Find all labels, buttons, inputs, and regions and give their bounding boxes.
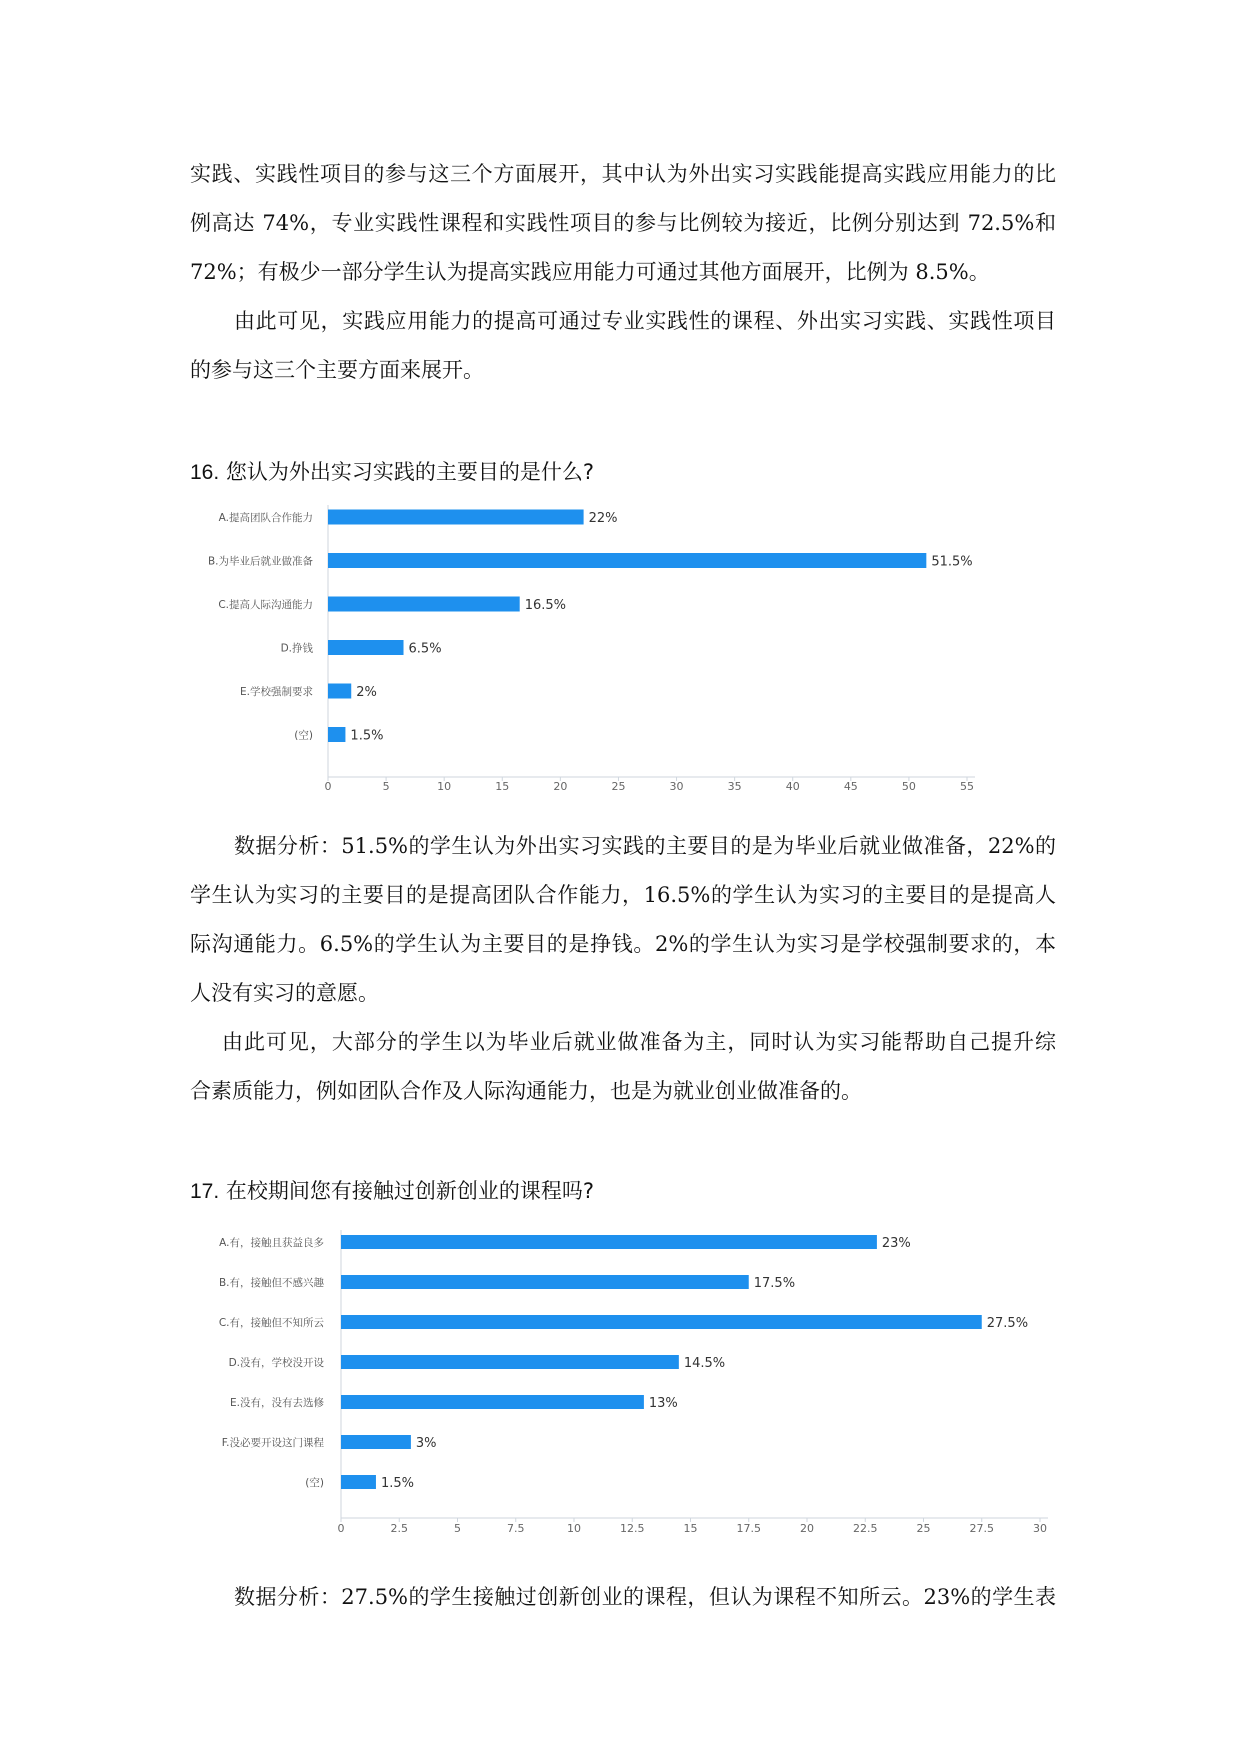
x-tick-label: 0 <box>324 780 332 793</box>
question-number: 17. <box>190 1180 220 1203</box>
category-label: C.有，接触但不知所云 <box>218 1317 324 1329</box>
bar <box>341 1275 749 1289</box>
value-label: 2% <box>356 685 377 700</box>
x-tick-label: 50 <box>901 780 916 793</box>
text-line: 数据分析：51.5%的学生认为外出实习实践的主要目的是为毕业后就业做准备，22%的 <box>234 834 1056 858</box>
text-line: 际沟通能力。6.5%的学生认为主要目的是挣钱。2%的学生认为实习是学校强制要求的，本 <box>190 932 1056 956</box>
category-label: A.有，接触且获益良多 <box>219 1237 324 1249</box>
text-line: 72%；有极少一部分学生认为提高实践应用能力可通过其他方面展开，比例为 8.5%。 <box>190 260 990 284</box>
text-line: 合素质能力，例如团队合作及人际沟通能力，也是为就业创业做准备的。 <box>190 1079 862 1103</box>
category-label: B.有，接触但不感兴趣 <box>218 1277 324 1289</box>
value-label: 16.5% <box>524 598 567 613</box>
text-line: 由此可见，实践应用能力的提高可通过专业实践性的课程、外出实习实践、实践性项目 <box>234 309 1056 333</box>
x-tick-label: 2.5 <box>390 1522 408 1535</box>
text-line: 数据分析：27.5%的学生接触过创新创业的课程，但认为课程不知所云。23%的学生表 <box>234 1585 1056 1609</box>
category-label: D.挣钱 <box>280 642 313 655</box>
x-tick-label: 45 <box>843 780 858 793</box>
x-tick-label: 30 <box>1033 1522 1047 1535</box>
bar <box>341 1315 982 1329</box>
x-tick-label: 10 <box>567 1522 581 1535</box>
text-line: 学生认为实习的主要目的是提高团队合作能力，16.5%的学生认为实习的主要目的是提高人 <box>190 883 1056 907</box>
x-tick-label: 12.5 <box>620 1522 645 1535</box>
question-number: 16. <box>190 461 220 484</box>
text-line: 实践、实践性项目的参与这三个方面展开，其中认为外出实习实践能提高实践应用能力的比 <box>190 162 1056 186</box>
x-tick-label: 40 <box>785 780 800 793</box>
category-label: (空) <box>294 729 313 742</box>
value-label: 23% <box>881 1236 911 1251</box>
text-line: 例高达 74%，专业实践性课程和实践性项目的参与比例较为接近，比例分别达到 72.5%和 <box>190 211 1056 235</box>
bar <box>341 1475 376 1489</box>
x-tick-label: 20 <box>553 780 568 793</box>
question-text: 您认为外出实习实践的主要目的是什么? <box>225 460 595 484</box>
category-label: B.为毕业后就业做准备 <box>207 555 313 568</box>
x-tick-label: 27.5 <box>969 1522 994 1535</box>
x-tick-label: 5 <box>382 780 390 793</box>
text-line: 由此可见，大部分的学生以为毕业后就业做准备为主，同时认为实习能帮助自己提升综 <box>222 1030 1056 1054</box>
x-tick-label: 25 <box>916 1522 931 1535</box>
category-label: A.提高团队合作能力 <box>218 512 313 524</box>
x-tick-label: 25 <box>611 780 626 793</box>
x-tick-label: 30 <box>669 780 684 793</box>
x-tick-label: 17.5 <box>736 1522 761 1535</box>
bar <box>341 1235 877 1249</box>
value-label: 1.5% <box>380 1476 414 1491</box>
category-label: (空) <box>305 1477 324 1489</box>
value-label: 51.5% <box>931 554 973 570</box>
bar <box>341 1435 411 1449</box>
analysis-17 <box>190 1573 1056 1622</box>
value-label: 14.5% <box>683 1356 726 1371</box>
bar <box>341 1395 644 1409</box>
question-text: 在校期间您有接触过创新创业的课程吗? <box>225 1179 595 1203</box>
value-label: 22% <box>588 511 618 526</box>
category-label: F.没必要开设这门课程 <box>221 1437 324 1449</box>
category-label: C.提高人际沟通能力 <box>218 599 313 611</box>
x-tick-label: 15 <box>683 1522 698 1535</box>
x-tick-label: 0 <box>337 1522 345 1535</box>
x-tick-label: 5 <box>454 1522 461 1535</box>
category-label: E.没有，没有去选修 <box>230 1397 324 1409</box>
category-label: D.没有，学校没开设 <box>228 1357 324 1369</box>
value-label: 17.5% <box>753 1276 796 1291</box>
x-tick-label: 10 <box>437 780 452 793</box>
x-tick-label: 22.5 <box>853 1522 878 1535</box>
bar <box>341 1355 679 1369</box>
text-line: 人没有实习的意愿。 <box>190 981 379 1005</box>
x-tick-label: 15 <box>495 780 510 793</box>
value-label: 13% <box>648 1396 678 1411</box>
value-label: 6.5% <box>408 641 442 657</box>
x-tick-label: 20 <box>800 1522 814 1535</box>
x-tick-label: 7.5 <box>507 1522 525 1535</box>
value-label: 3% <box>415 1436 437 1451</box>
value-label: 27.5% <box>986 1316 1029 1331</box>
text-line: 的参与这三个主要方面来展开。 <box>190 358 484 382</box>
x-tick-label: 55 <box>960 780 974 793</box>
value-label: 1.5% <box>350 728 384 744</box>
category-label: E.学校强制要求 <box>240 686 313 698</box>
x-tick-label: 35 <box>727 780 742 793</box>
